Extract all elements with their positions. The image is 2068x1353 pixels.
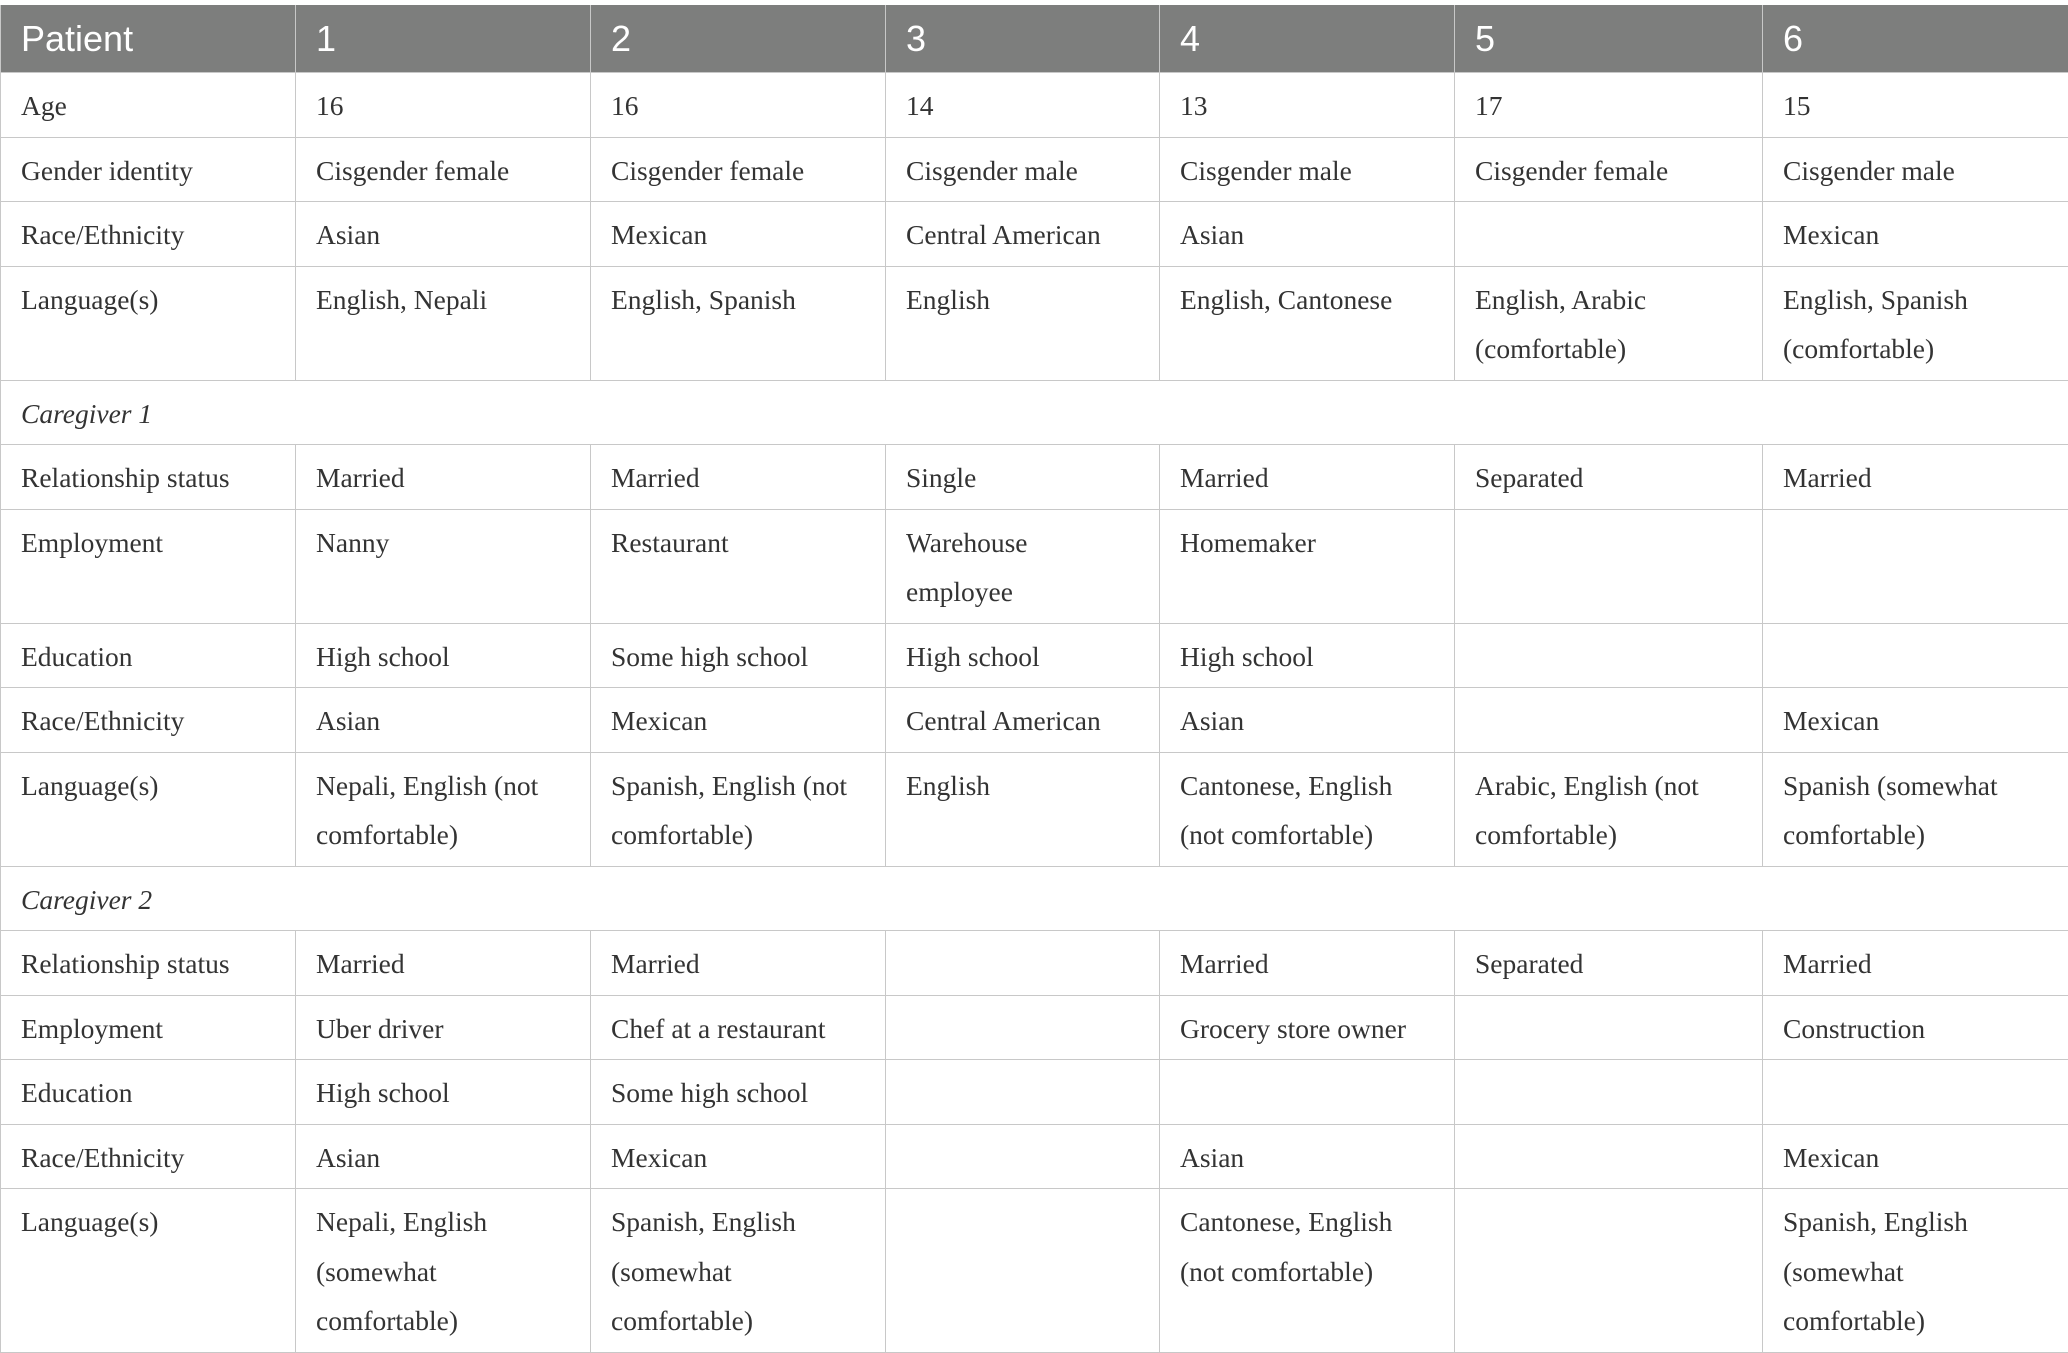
section-header-row [1, 380, 2068, 445]
table-cell: English, Spanish (comfortable) [1763, 266, 2068, 380]
table-cell [1160, 1060, 1455, 1125]
table-cell: 16 [296, 73, 591, 138]
table-row [1, 202, 2068, 267]
header-cell-patient-5: 5 [1455, 5, 1763, 73]
table-row [1, 688, 2068, 753]
row-label-cell: Employment [1, 995, 296, 1060]
table-cell: Asian [296, 688, 591, 753]
table-cell: Asian [1160, 1124, 1455, 1189]
table-cell: Separated [1455, 931, 1763, 996]
table-row [1, 623, 2068, 688]
table-cell: English, Nepali [296, 266, 591, 380]
table-row [1, 931, 2068, 996]
table-cell: Asian [296, 202, 591, 267]
table-cell: Mexican [591, 1124, 886, 1189]
section-label: Caregiver 2 [1, 866, 2068, 931]
table-row [1, 752, 2068, 866]
table-cell [1455, 688, 1763, 753]
table-cell: High school [296, 1060, 591, 1125]
table-cell: Asian [1160, 202, 1455, 267]
table-cell: 13 [1160, 73, 1455, 138]
table-row [1, 445, 2068, 510]
table-row [1, 137, 2068, 202]
table-cell: Nepali, English (somewhat comfortable) [296, 1189, 591, 1353]
table-row [1, 1124, 2068, 1189]
table-cell: Some high school [591, 1060, 886, 1125]
table-cell [1455, 1189, 1763, 1353]
row-label-cell: Language(s) [1, 752, 296, 866]
row-label-cell: Education [1, 623, 296, 688]
table-cell: High school [1160, 623, 1455, 688]
table-cell: Nepali, English (not comfortable) [296, 752, 591, 866]
table-row [1, 1060, 2068, 1125]
header-cell-patient: Patient [1, 5, 296, 73]
table-cell [1455, 995, 1763, 1060]
table-cell: Construction [1763, 995, 2068, 1060]
table-cell: Central American [886, 688, 1160, 753]
table-cell: Cisgender male [1763, 137, 2068, 202]
table-header [1, 5, 2068, 73]
row-label-cell: Employment [1, 509, 296, 623]
table-cell: Cisgender female [296, 137, 591, 202]
table-cell: Central American [886, 202, 1160, 267]
table-cell: 15 [1763, 73, 2068, 138]
table-cell: Mexican [591, 688, 886, 753]
table-cell: Cisgender female [1455, 137, 1763, 202]
section-header-row [1, 866, 2068, 931]
header-cell-patient-1: 1 [296, 5, 591, 73]
patient-demographics-table [0, 5, 2068, 1353]
table-cell: Grocery store owner [1160, 995, 1455, 1060]
table-cell: Married [1160, 931, 1455, 996]
table-cell [1455, 623, 1763, 688]
table-cell [886, 931, 1160, 996]
row-label-cell: Gender identity [1, 137, 296, 202]
header-cell-patient-4: 4 [1160, 5, 1455, 73]
table-cell: Married [591, 931, 886, 996]
row-label-cell: Language(s) [1, 266, 296, 380]
table-cell: Nanny [296, 509, 591, 623]
table-cell: Married [591, 445, 886, 510]
table-cell: Spanish (somewhat comfortable) [1763, 752, 2068, 866]
row-label-cell: Race/Ethnicity [1, 1124, 296, 1189]
table-cell: Uber driver [296, 995, 591, 1060]
table-cell: Warehouse employee [886, 509, 1160, 623]
row-label-cell: Relationship status [1, 445, 296, 510]
table-row [1, 1189, 2068, 1353]
table-cell: Some high school [591, 623, 886, 688]
row-label-cell: Education [1, 1060, 296, 1125]
table-cell: Mexican [1763, 1124, 2068, 1189]
table-row [1, 995, 2068, 1060]
header-cell-patient-2: 2 [591, 5, 886, 73]
table-cell: Chef at a restaurant [591, 995, 886, 1060]
table-cell: Cisgender male [886, 137, 1160, 202]
header-cell-patient-6: 6 [1763, 5, 2068, 73]
header-row [1, 5, 2068, 73]
table-cell: Spanish, English (somewhat comfortable) [1763, 1189, 2068, 1353]
table-cell [1763, 623, 2068, 688]
table-row [1, 509, 2068, 623]
table-cell: Cisgender male [1160, 137, 1455, 202]
row-label-cell: Race/Ethnicity [1, 202, 296, 267]
table-cell [886, 1060, 1160, 1125]
table-cell: High school [296, 623, 591, 688]
table-cell [1763, 509, 2068, 623]
row-label-cell: Language(s) [1, 1189, 296, 1353]
table-cell: Asian [296, 1124, 591, 1189]
table-cell: Spanish, English (somewhat comfortable) [591, 1189, 886, 1353]
table-cell: Mexican [1763, 688, 2068, 753]
table-cell: Cisgender female [591, 137, 886, 202]
section-label: Caregiver 1 [1, 380, 2068, 445]
table-cell: Spanish, English (not comfortable) [591, 752, 886, 866]
table-cell [1455, 202, 1763, 267]
table-cell: Married [296, 931, 591, 996]
table-cell: English, Arabic (comfortable) [1455, 266, 1763, 380]
table-cell: English, Spanish [591, 266, 886, 380]
table-cell: Homemaker [1160, 509, 1455, 623]
row-label-cell: Age [1, 73, 296, 138]
table-cell [1455, 1060, 1763, 1125]
table-cell: Separated [1455, 445, 1763, 510]
header-cell-patient-3: 3 [886, 5, 1160, 73]
table-cell: 16 [591, 73, 886, 138]
table-cell: 17 [1455, 73, 1763, 138]
table-cell: English, Cantonese [1160, 266, 1455, 380]
table-cell [886, 1124, 1160, 1189]
table-row [1, 266, 2068, 380]
row-label-cell: Race/Ethnicity [1, 688, 296, 753]
row-label-cell: Relationship status [1, 931, 296, 996]
table-cell: Arabic, English (not comfortable) [1455, 752, 1763, 866]
table-cell [1455, 509, 1763, 623]
table-cell: 14 [886, 73, 1160, 138]
table-cell: English [886, 266, 1160, 380]
table-row [1, 73, 2068, 138]
table-cell [1763, 1060, 2068, 1125]
table-cell: Mexican [591, 202, 886, 267]
table-cell: High school [886, 623, 1160, 688]
table-cell: Mexican [1763, 202, 2068, 267]
table-cell: Married [296, 445, 591, 510]
table-cell: Asian [1160, 688, 1455, 753]
table-cell [886, 995, 1160, 1060]
table-cell: Married [1763, 445, 2068, 510]
table-cell: English [886, 752, 1160, 866]
table-cell: Single [886, 445, 1160, 510]
table-body [1, 73, 2068, 1353]
table-cell [1455, 1124, 1763, 1189]
table-cell: Cantonese, English (not comfortable) [1160, 1189, 1455, 1353]
table-cell: Restaurant [591, 509, 886, 623]
table-cell: Married [1763, 931, 2068, 996]
table-cell: Cantonese, English (not comfortable) [1160, 752, 1455, 866]
table-cell [886, 1189, 1160, 1353]
table-cell: Married [1160, 445, 1455, 510]
